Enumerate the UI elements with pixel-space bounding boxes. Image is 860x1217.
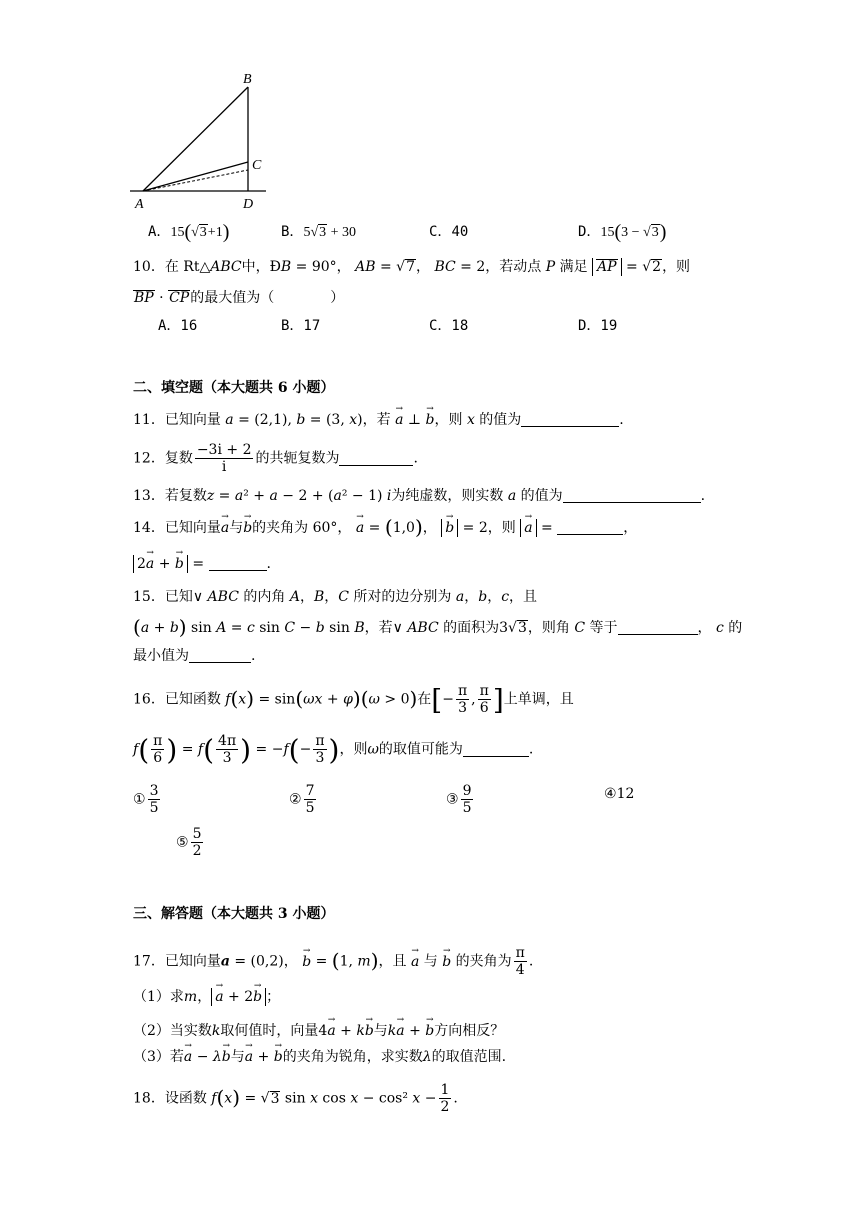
label-a: A	[135, 197, 144, 212]
q18: 18．设函数 f(x) = √3 sin x cos x − cos² x − $\frac{1}{2}$ .	[133, 1082, 458, 1115]
q12-answer-blank[interactable]	[339, 449, 413, 466]
q16-line2: f( $\frac{\pi}{6}$ ) = f( $\frac{4\pi}{3}$ ) = −f(− $\frac{\pi}{3}$ )，则ω的取值可能为 .	[133, 733, 534, 767]
q9-option-d[interactable]: D．15(3 − √3)	[578, 221, 667, 243]
label-d: D	[243, 197, 254, 212]
q10-option-d[interactable]: D．19	[578, 318, 618, 334]
triangle-figure	[125, 68, 275, 213]
q9-option-b[interactable]: B．5√3 + 30	[281, 224, 357, 240]
label-c: C	[252, 158, 262, 173]
q12: 12．复数 $\frac{-3i + 2}{i}$ 的共轭复数为 .	[133, 442, 418, 475]
q15-line1: 15．已知∨ ABC 的内角 A，B，C 所对的边分别为 a，b，c，且	[133, 589, 538, 605]
line-ab	[143, 87, 248, 191]
q14-line1: 14．已知向量→ a与→ b的夹角为 60°， → a = (1,0)， → b = 2，则 → a = ，	[133, 516, 637, 539]
q11-answer-blank[interactable]	[521, 410, 619, 427]
q14-blank-1[interactable]	[557, 518, 623, 535]
q15-blank-1[interactable]	[618, 618, 698, 635]
q13: 13．若复数z = a² + a − 2 + (a² − 1) i为纯虚数，则实数 a 的值为 .	[133, 488, 706, 504]
label-b: B	[243, 72, 252, 87]
q9-option-a[interactable]: A．15(√3+1)	[148, 221, 230, 243]
q17-part2: （2）当实数k取何值时，向量4→ a + k→ b与k→ a + → b方向相反？	[133, 1020, 504, 1042]
q16-choice-2[interactable]: ② $\frac{7}{5}$	[289, 783, 315, 816]
q15-line3: 最小值为 .	[133, 648, 256, 664]
q17-part1: （1）求m，→ a + 2→ b ；	[133, 986, 280, 1008]
q10-option-c[interactable]: C．18	[429, 318, 469, 334]
q10-stem-line1: 10．在 Rt△ABC中，ÐB = 90°， AB = √7， BC = 2，若动点 P 满足 AP = √2，则	[133, 259, 691, 275]
q10-option-b[interactable]: B．17	[281, 318, 321, 334]
q17-stem: 17．已知向量a = (0,2)， → b = (1, m)，且 → a 与 → b 的夹角为 $\frac{\pi}{4}$ .	[133, 945, 533, 978]
section-3-heading: 三、解答题（本大题共 3 小题）	[133, 906, 335, 922]
dashed-line	[143, 170, 248, 191]
q16-answer-blank[interactable]	[463, 740, 529, 757]
q15-blank-2[interactable]	[189, 646, 251, 663]
section-2-heading: 二、填空题（本大题共 6 小题）	[133, 380, 335, 396]
q14-blank-2[interactable]	[209, 554, 267, 571]
line-ac	[143, 162, 248, 191]
q16-choice-3[interactable]: ③ $\frac{9}{5}$	[446, 783, 472, 816]
q10-option-a[interactable]: A．16	[158, 318, 198, 334]
q16-line1: 16．已知函数 f(x) = sin(ωx + φ)(ω > 0)在[− $\frac{\pi}{3}$ , $\frac{\pi}{6}$ ]上单调，且	[133, 683, 574, 717]
q16-choice-4[interactable]: ④12	[604, 786, 635, 802]
q10-stem-line2: BP · CP的最大值为（ ）	[134, 290, 345, 306]
q17-part3: （3）若→ a − λ→ b与→ a + → b的夹角为锐角，求实数λ的取值范围.	[133, 1046, 506, 1068]
q16-choice-5[interactable]: ⑤ $\frac{5}{2}$	[176, 826, 202, 859]
q9-option-c[interactable]: C．40	[429, 224, 469, 240]
q11: 11．已知向量 a = (2,1), b = (3, x)，若 → a ⊥ → b，则 x 的值为 .	[133, 409, 624, 431]
q16-choice-1[interactable]: ① $\frac{3}{5}$	[133, 783, 159, 816]
q13-answer-blank[interactable]	[563, 486, 701, 503]
q15-line2: (a + b) sin A = c sin C − b sin B，若∨ ABC 的面积为3√3，则角 C 等于 ， c 的	[133, 615, 743, 639]
q14-line2: 2→ a + → b = .	[133, 553, 271, 575]
